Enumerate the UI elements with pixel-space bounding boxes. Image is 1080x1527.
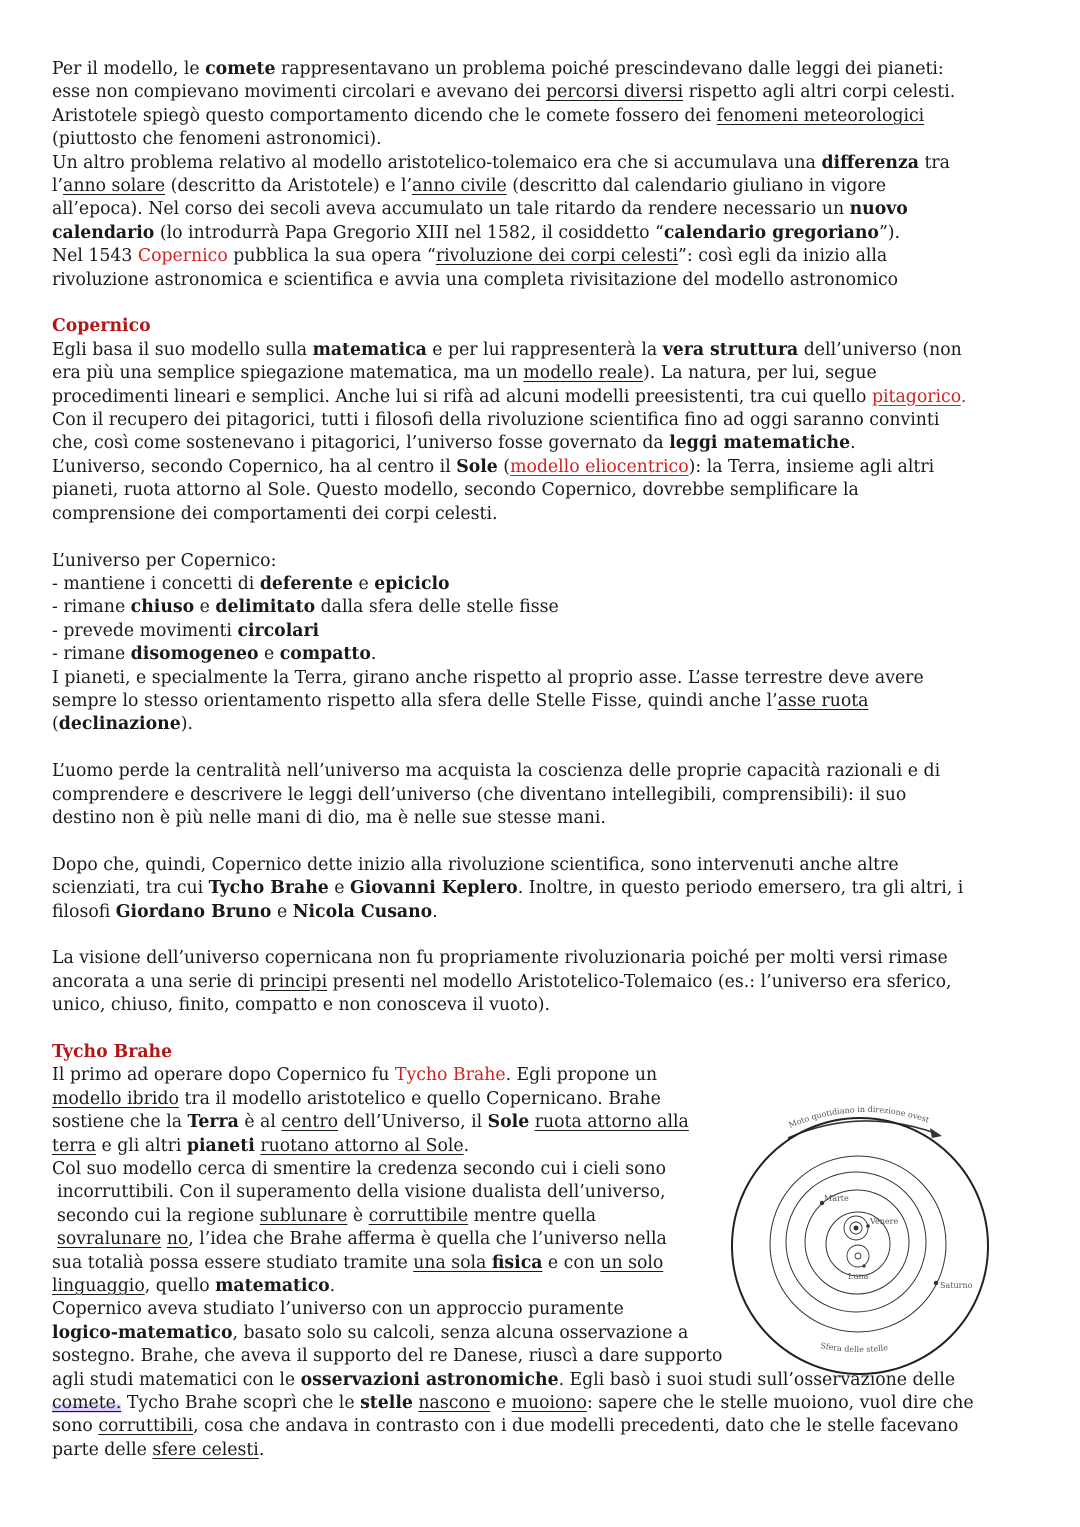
paragraph-calendario: Un altro problema relativo al modello aristotelico-tolemaico era che si accumulava una differenza tra l’anno solare (descritto da Aristotele) e l’anno civile (descritto dal calendario giuliano in vigore all’epoca). Nel corso dei secoli aveva accumulato un tale ritardo da rendere necessario un nuovo calendario (lo introdurrà Papa Gregorio XIII nel 1582, il cosiddetto “calendario gregoriano”). bbox=[52, 152, 950, 243]
document-page bbox=[52, 58, 1042, 1462]
tycho-brahe-diagram bbox=[720, 1076, 1000, 1376]
paragraph-1543: Nel 1543 Copernico pubblica la sua opera “rivoluzione dei corpi celesti”: così egli da inizio alla rivoluzione astronomica e scientifica e avvia una completa rivisitazione del modello astronomico bbox=[52, 246, 899, 290]
tycho-section bbox=[52, 1064, 1042, 1462]
heading-tycho-brahe: Tycho Brahe bbox=[52, 1041, 173, 1062]
paragraph-visione: La visione dell’universo copernicana non fu propriamente rivoluzionaria poiché per molti versi rimase ancorata a una serie di principi presenti nel modello Aristotelico-Tolemaico (es.: l’universo era sferico, unico, chiuso, finito, compatto e non conosceva il vuoto). bbox=[52, 948, 952, 1016]
diagram-label-marte: Marte bbox=[824, 1194, 849, 1204]
paragraph-tycho: Il primo ad operare dopo Copernico fu Tycho Brahe. Egli propone un modello ibrido tra il modello aristotelico e quello Copernicano. Brahe sostiene che la Terra è al centro dell’Universo, il Sole ruota attorno alla terra e gli altri pianeti ruotano attorno al Sole. Col suo modello cerca di smentire la credenza secondo cui i cieli sono incorruttibili. Con il superamento della visione dualista dell’universo, secondo cui la regione sublunare è corruttibile mentre quella sovralunare no, l’idea che Brahe afferma è quella che l’universo nella sua totalià possa essere studiato tramite una sola fisica e con un solo linguaggio, quello matematico. Copernico aveva studiato l’universo con un approccio puramente logico-matematico, basato solo su calcoli, senza alcuna osservazione a sostegno. Brahe, che aveva il supporto del re Danese, riuscì a dare supporto bbox=[52, 1065, 723, 1367]
orbit-giove bbox=[786, 1172, 926, 1312]
planet-luna bbox=[862, 1265, 865, 1268]
earth-icon bbox=[855, 1253, 861, 1259]
diagram-label-luna: Luna bbox=[848, 1272, 869, 1282]
paragraph-comete: Per il modello, le comete rappresentavano un problema poiché prescindevano dalle leggi dei pianeti: esse non compievano movimenti circolari e avevano dei percorsi diversi rispetto agli altri corpi celesti. Aristotele spiegò questo comportamento dicendo che le comete fossero dei fenomeni meteorologici (piuttosto che fenomeni astronomici). bbox=[52, 59, 956, 150]
heading-copernico: Copernico bbox=[52, 316, 151, 337]
diagram-label-saturno: Saturno bbox=[940, 1281, 973, 1291]
diagram-label-venere: Venere bbox=[870, 1217, 899, 1227]
paragraph-uomo: L’uomo perde la centralità nell’universo ma acquista la coscienza delle proprie capacità razionali e di comprendere e descrivere le leggi dell’universo (che diventano intellegibili, comprensibili): il suo destino non è più nelle mani di dio, ma è nelle sue stesse mani. bbox=[52, 761, 941, 828]
paragraph-dopo: Dopo che, quindi, Copernico dette inizio alla rivoluzione scientifica, sono intervenuti anche altre scienziati, tra cui Tycho Brahe e Giovanni Keplero. Inoltre, in questo periodo emersero, tra gli altri, i filosofi Giordano Bruno e Nicola Cusano. bbox=[52, 854, 964, 922]
sun-icon bbox=[854, 1226, 859, 1231]
diagram-label-sfera: Sfera delle stelle bbox=[819, 1341, 889, 1355]
list-universo: L’universo per Copernico: - mantiene i concetti di deferente e epiciclo - rimane chiuso e delimitato dalla sfera delle stelle fisse - prevede movimenti circolari - rimane disomogeneo e compatto. I pianeti, e specialmente la Terra, girano anche rispetto al proprio asse. L’asse terrestre deve avere sempre lo stesso orientamento rispetto alla sfera delle Stelle Fisse, quindi anche l’asse ruota (declinazione). bbox=[52, 550, 924, 735]
orbit-saturno bbox=[770, 1156, 946, 1332]
motion-arrow bbox=[788, 1121, 938, 1138]
paragraph-copernico: Egli basa il suo modello sulla matematica e per lui rappresenterà la vera struttura dell’universo (non era più una semplice spiegazione matematica, ma un modello reale). La natura, per lui, segue procedimenti lineari e semplici. Anche lui si rifà ad alcuni modelli preesistenti, tra cui quello pitagorico. Con il recupero dei pitagorici, tutti i filosofi della rivoluzione scientifica fino ad oggi saranno convinti che, così come sostenevano i pitagorici, l’universo fosse governato da leggi matematiche. L’universo, secondo Copernico, ha al centro il Sole (modello eliocentrico): la Terra, insieme agli altri pianeti, ruota attorno al Sole. Questo modello, secondo Copernico, dovrebbe semplificare la comprensione dei comportamenti dei corpi celesti. bbox=[52, 339, 967, 524]
motion-arrowhead bbox=[930, 1128, 942, 1138]
diagram-label-moto: Moto quotidiano in direzione ovest bbox=[787, 1105, 931, 1131]
paragraph-tycho-cont: agli studi matematici con le osservazioni astronomiche. Egli basò i suoi studi sull’osservazione delle comete. Tycho Brahe scoprì che le stelle nascono e muoiono: sapere che le stelle muoiono, vuol dire che sono corruttibili, cosa che andava in contrasto con i due modelli precedenti, dato che le stelle facevano parte delle sfere celesti. bbox=[52, 1369, 974, 1460]
planet-saturno bbox=[934, 1281, 938, 1285]
